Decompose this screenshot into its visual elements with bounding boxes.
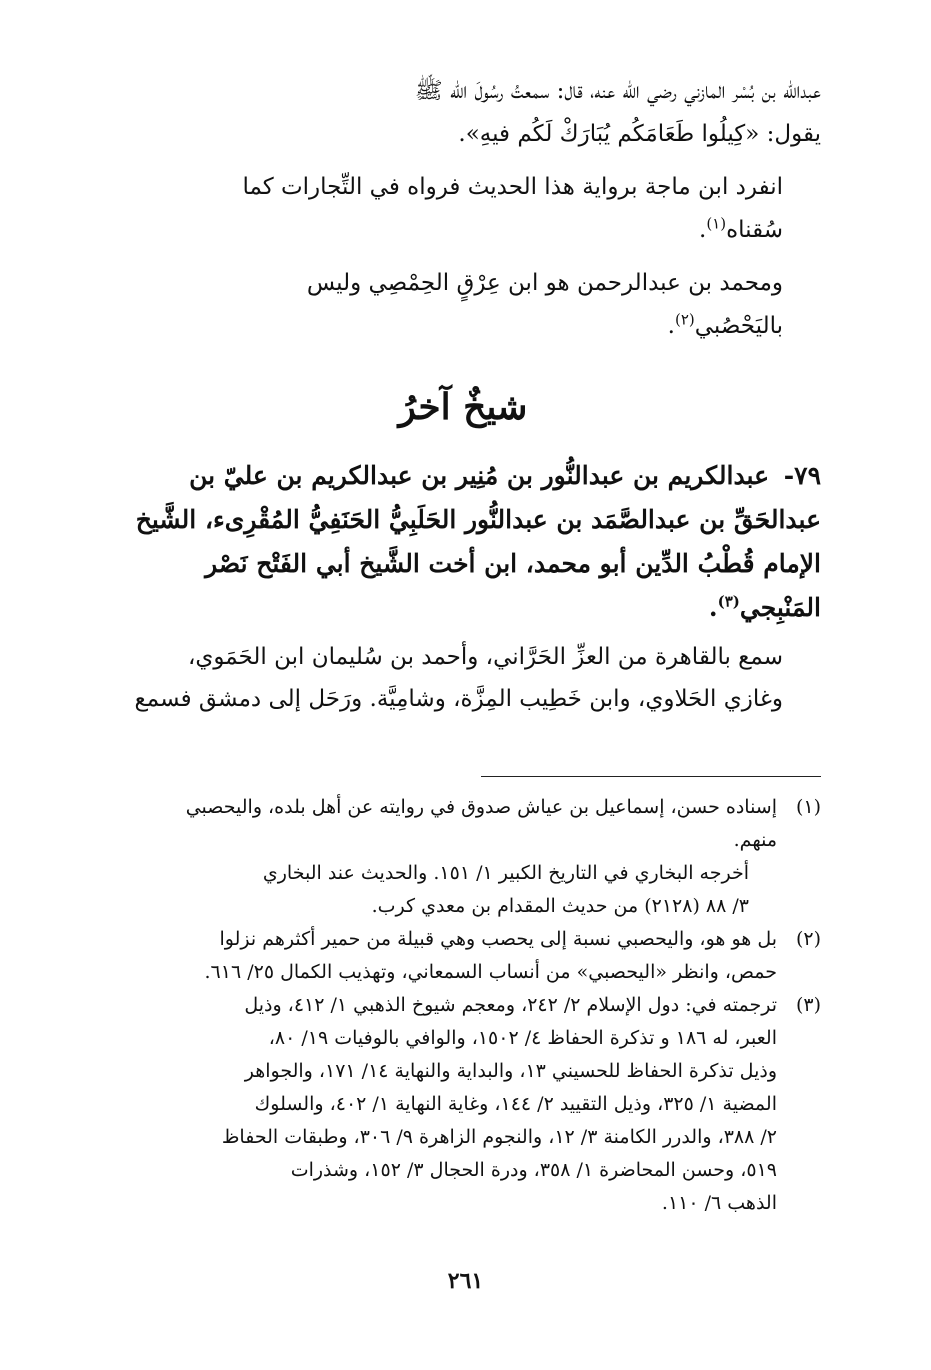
text-line: عبدالحَقِّ بن عبدالصَّمَد بن عبدالنُّور الحَلَبِيُّ الحَنَفِيُّ المُقْرِىء، الشَّيخ <box>135 505 821 534</box>
text-line: عبدالله بن بُسْر المازني رضي الله عنه، قال: سمعتُ رسُولَ الله ﷺ <box>414 78 821 104</box>
footnote-line: أخرجه البخاري في التاريخ الكبير ١/ ١٥١. والحديث عند البخاري <box>262 862 749 884</box>
book-page <box>105 70 821 1220</box>
footnote-line: العبر، له ١٨٦ و تذكرة الحفاظ ٤/ ١٥٠٢، والوافي بالوفيات ١٩/ ٨٠، <box>268 1027 777 1049</box>
text-line: انفرد ابن ماجة برواية هذا الحديث فرواه في التِّجارات كما <box>242 174 783 200</box>
footnotes-section <box>105 791 821 1220</box>
text-fragment: . <box>708 593 718 622</box>
footnote-1 <box>105 791 821 857</box>
footnote-2 <box>105 923 821 989</box>
text-line: وغازي الحَلاوي، وابن خَطِيب المِزَّة، وشامِيَّة. ورَحَل إلى دمشق فسمع <box>134 686 783 712</box>
footnote-line: حمص، وانظر «اليحصبي» من أنساب السمعاني، وتهذيب الكمال ٢٥/ ٦١٦. <box>204 961 777 983</box>
text-line <box>105 209 821 252</box>
footnote-mark: (٣) <box>795 994 821 1016</box>
text-line <box>105 454 821 498</box>
page-number: ٢٦١ <box>447 1268 484 1294</box>
footnote-line: إسناده حسن، إسماعيل بن عياش صدوق في روايته عن أهل بلده، واليحصبي <box>185 796 777 818</box>
footnote-ref-2[interactable]: (٢) <box>674 310 695 329</box>
section-heading: شيخٌ آخرُ <box>398 386 528 428</box>
footnote-3 <box>105 989 821 1220</box>
footnote-line: الذهب ٦/ ١١٠. <box>661 1192 777 1214</box>
footnote-line: بل هو هو، واليحصبي نسبة إلى يحصب وهي قبيلة من حمير أكثرهم نزلوا <box>219 928 777 950</box>
text-fragment: . <box>667 313 675 339</box>
footnote-1-continuation <box>105 857 821 923</box>
narrator-paragraph <box>105 262 821 348</box>
footnote-line: ٣/ ٨٨ (٢١٢٨) من حديث المقدام بن معدي كرب. <box>371 895 749 917</box>
footnote-ref-1[interactable]: (١) <box>706 214 727 233</box>
text-fragment: سُقناه <box>726 217 783 243</box>
text-line: سمع بالقاهرة من العزِّ الحَرَّاني، وأحمد بن سُليمان ابن الحَمَوي، <box>187 644 783 670</box>
footnote-line: ترجمته في: دول الإسلام ٢/ ٢٤٢، ومعجم شيوخ الذهبي ١/ ٤١٢، وذيل <box>244 994 777 1016</box>
hadith-paragraph <box>105 70 821 156</box>
biography-entry-title <box>105 454 821 630</box>
text-fragment: عبدالكريم بن عبدالنُّور بن مُنِير بن عبدالكريم بن عليّ بن <box>189 461 770 490</box>
text-line: الإمام قُطْبُ الدِّين أبو محمد، ابن أخت الشَّيخ أبي الفَتْح نَصْر <box>205 549 821 578</box>
footnote-line: المضية ١/ ٣٢٥، وذيل التقييد ٢/ ١٤٤، وغاية النهاية ١/ ٤٠٢، والسلوك <box>254 1093 777 1115</box>
text-fragment: المَنْبِجي <box>739 593 821 622</box>
text-fragment: باليَحْصُبي <box>694 313 783 339</box>
takhrij-paragraph <box>105 166 821 252</box>
footnote-line: ٥١٩، وحسن المحاضرة ١/ ٣٥٨، ودرة الحجال ٣/ ١٥٢، وشذرات <box>290 1159 777 1181</box>
footnote-line: منهم. <box>733 829 777 851</box>
footnote-mark: (٢) <box>795 928 821 950</box>
footnote-separator <box>481 776 821 777</box>
text-line <box>105 586 821 630</box>
text-fragment: . <box>699 217 707 243</box>
text-line: يقول: «كِيلُوا طَعَامَكُم يُبَارَكْ لَكُم فيهِ». <box>458 121 821 147</box>
footnote-line: ٢/ ٣٨٨، والدرر الكامنة ٣/ ١٢، والنجوم الزاهرة ٩/ ٣٠٦، وطبقات الحفاظ <box>221 1126 777 1148</box>
footnote-line: وذيل تذكرة الحفاظ للحسيني ١٣، والبداية والنهاية ١٤/ ١٧١، والجواهر <box>244 1060 777 1082</box>
footnote-ref-3[interactable]: (٣) <box>717 592 740 611</box>
entry-number: ٧٩- <box>783 461 821 490</box>
biography-body <box>105 636 821 720</box>
footnote-mark: (١) <box>795 796 821 818</box>
text-line: ومحمد بن عبدالرحمن هو ابن عِرْقٍ الحِمْصِي وليس <box>306 270 783 296</box>
text-line <box>105 305 821 348</box>
